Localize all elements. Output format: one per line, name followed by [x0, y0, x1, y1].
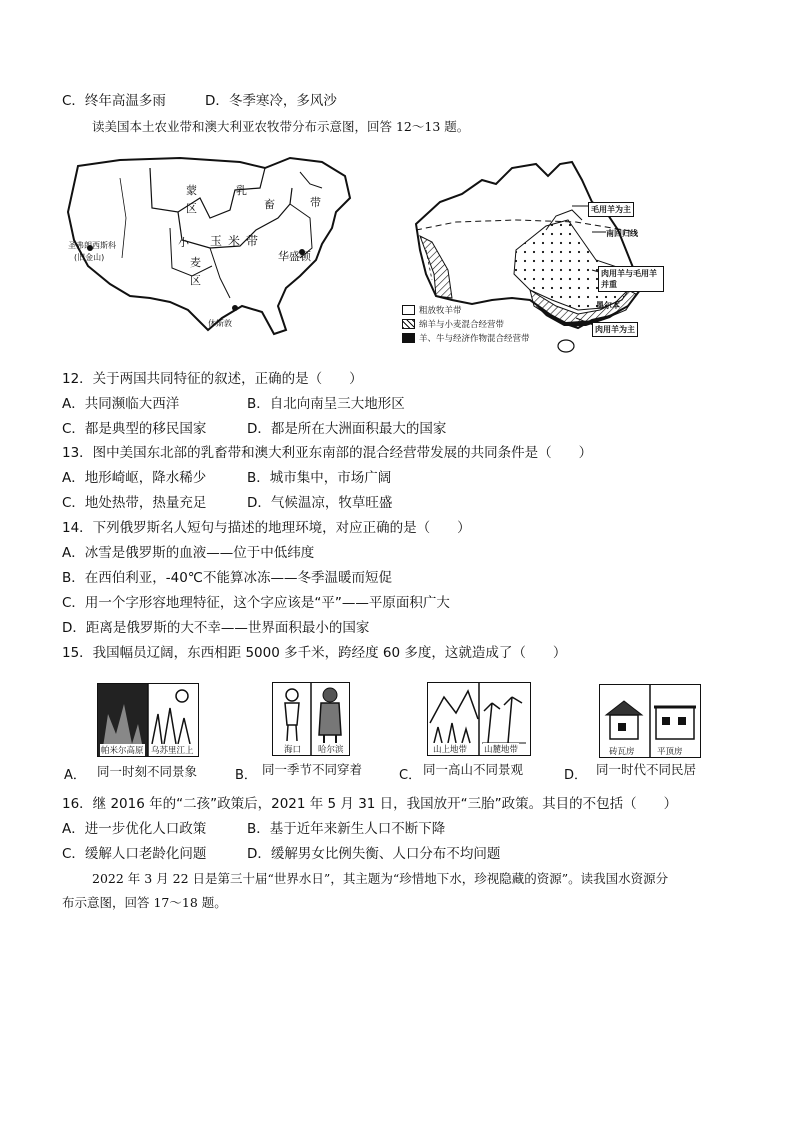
legend-swatch-hatch	[402, 319, 415, 329]
usa-label-2: 区	[186, 202, 197, 215]
aus-callout-meat: 肉用羊为主	[592, 322, 638, 337]
q16-stem: 16．继 2016 年的“二孩”政策后，2021 年 5 月 31 日，我国放开“三胎”政策。其目的不包括（ ）	[62, 796, 678, 812]
q15-c-left-label: 山上地带	[433, 745, 468, 755]
q14-option-d: D．距离是俄罗斯的大不幸——世界面积最小的国家	[62, 620, 370, 636]
intro-17-18-line2: 布示意图，回答 17～18 题。	[62, 895, 227, 910]
q16-option-c: C．缓解人口老龄化问题	[62, 846, 207, 862]
usa-label-corn-belt: 玉米带	[210, 234, 265, 248]
q13-option-a: A．地形崎岖，降水稀少	[62, 470, 207, 486]
q16-option-d: D．缓解男女比例失衡、人口分布不均问题	[247, 846, 501, 862]
usa-label-1: 蒙	[186, 184, 197, 197]
q15-caption-a: 同一时刻不同景象	[97, 764, 198, 779]
q14-option-c: C．用一个字形容地理特征，这个字应该是“平”——平原面积广大	[62, 595, 450, 611]
q15-image-a	[97, 683, 199, 757]
usa-label-houston: 休斯敦	[208, 319, 232, 328]
q16-options-cd	[62, 845, 501, 863]
australia-agriculture-map	[396, 150, 696, 354]
q12-stem: 12．关于两国共同特征的叙述，正确的是（ ）	[62, 371, 363, 387]
usa-label-sf-alt: (旧金山)	[74, 253, 105, 262]
usa-label-sf: 圣弗朗西斯科	[68, 241, 116, 250]
q15-b-left-label: 海口	[284, 745, 302, 755]
q15-caption-b: 同一季节不同穿着	[262, 762, 363, 777]
aus-callout-wool: 毛用羊为主	[588, 202, 634, 217]
q15-letter-b: B．	[235, 768, 257, 783]
q11-options	[62, 92, 337, 110]
q12-option-a: A．共同濒临大西洋	[62, 396, 180, 412]
q15-letter-a: A．	[64, 768, 86, 783]
q15-image-b	[272, 682, 350, 756]
aus-legend-row-3	[402, 332, 530, 344]
usa-label-6: 小	[178, 236, 189, 249]
q13-option-d: D．气候温凉，牧草旺盛	[247, 495, 393, 511]
q12-option-c: C．都是典型的移民国家	[62, 421, 207, 437]
usa-label-5: 带	[310, 196, 321, 209]
q11-option-d: D．冬季寒冷，多风沙	[205, 93, 337, 109]
q15-c-right-label: 山麓地带	[484, 745, 519, 755]
q16-option-b: B．基于近年来新生人口不断下降	[247, 821, 446, 837]
q15-image-c	[427, 682, 531, 756]
q13-options-cd	[62, 494, 393, 512]
q15-a-left-label: 帕米尔高原	[101, 746, 144, 756]
q12-options-ab	[62, 395, 405, 413]
aus-legend-row-2	[402, 318, 504, 330]
q14-option-b: B．在西伯利亚，-40℃不能算冰冻——冬季温暖而短促	[62, 570, 392, 586]
intro-12-13: 读美国本土农业带和澳大利亚农牧带分布示意图，回答 12～13 题。	[92, 119, 470, 134]
aus-legend-2: 绵羊与小麦混合经营带	[419, 320, 505, 330]
q13-option-b: B．城市集中，市场广阔	[247, 470, 392, 486]
aus-legend-3: 羊、牛与经济作物混合经营带	[419, 334, 530, 344]
q14-option-a: A．冰雪是俄罗斯的血液——位于中低纬度	[62, 545, 315, 561]
q15-caption-c: 同一高山不同景观	[423, 762, 524, 777]
q16-option-a: A．进一步优化人口政策	[62, 821, 207, 837]
q15-b-right-label: 哈尔滨	[318, 745, 344, 755]
aus-legend-row-1	[402, 304, 462, 316]
usa-label-4: 畜	[264, 198, 275, 211]
q13-stem: 13．图中美国东北部的乳畜带和澳大利亚东南部的混合经营带发展的共同条件是（ ）	[62, 445, 593, 461]
aus-callout-tropic: 南回归线	[606, 229, 638, 238]
q15-caption-d: 同一时代不同民居	[596, 762, 697, 777]
q12-option-b: B．自北向南呈三大地形区	[247, 396, 405, 412]
usa-label-8: 区	[190, 274, 201, 287]
q14-stem: 14．下列俄罗斯名人短句与描述的地理环境，对应正确的是（ ）	[62, 520, 471, 536]
q15-d-left-label: 砖瓦房	[609, 747, 635, 757]
legend-swatch-dots	[402, 305, 415, 315]
q12-option-d: D．都是所在大洲面积最大的国家	[247, 421, 447, 437]
usa-label-3: 乳	[236, 184, 247, 197]
q15-letter-d: D．	[564, 768, 588, 783]
q16-options-ab	[62, 820, 446, 838]
legend-swatch-solid	[402, 333, 415, 343]
q12-options-cd	[62, 420, 447, 438]
usa-label-washington: 华盛顿	[278, 250, 311, 263]
q15-image-d	[599, 684, 701, 758]
q11-option-c: C．终年高温多雨	[62, 93, 166, 109]
aus-callout-melbourne: 墨尔本	[596, 301, 620, 310]
q15-d-right-label: 平顶房	[657, 747, 683, 757]
usa-label-7: 麦	[190, 256, 201, 269]
q13-option-c: C．地处热带，热量充足	[62, 495, 207, 511]
q13-options-ab	[62, 469, 392, 487]
aus-legend-1: 粗放牧羊带	[419, 306, 462, 316]
q15-stem: 15．我国幅员辽阔，东西相距 5000 多千米，跨经度 60 多度，这就造成了（ ）	[62, 645, 567, 661]
q15-letter-c: C．	[399, 768, 422, 783]
q15-a-right-label: 乌苏里江上	[151, 746, 194, 756]
intro-17-18-line1: 2022 年 3 月 22 日是第三十届“世界水日”，其主题为“珍惜地下水，珍视隐藏的资源”。读我国水资源分	[92, 871, 669, 886]
usa-agriculture-map	[60, 148, 360, 348]
aus-callout-mixed-sheep: 肉用羊与毛用羊并重	[598, 266, 664, 292]
